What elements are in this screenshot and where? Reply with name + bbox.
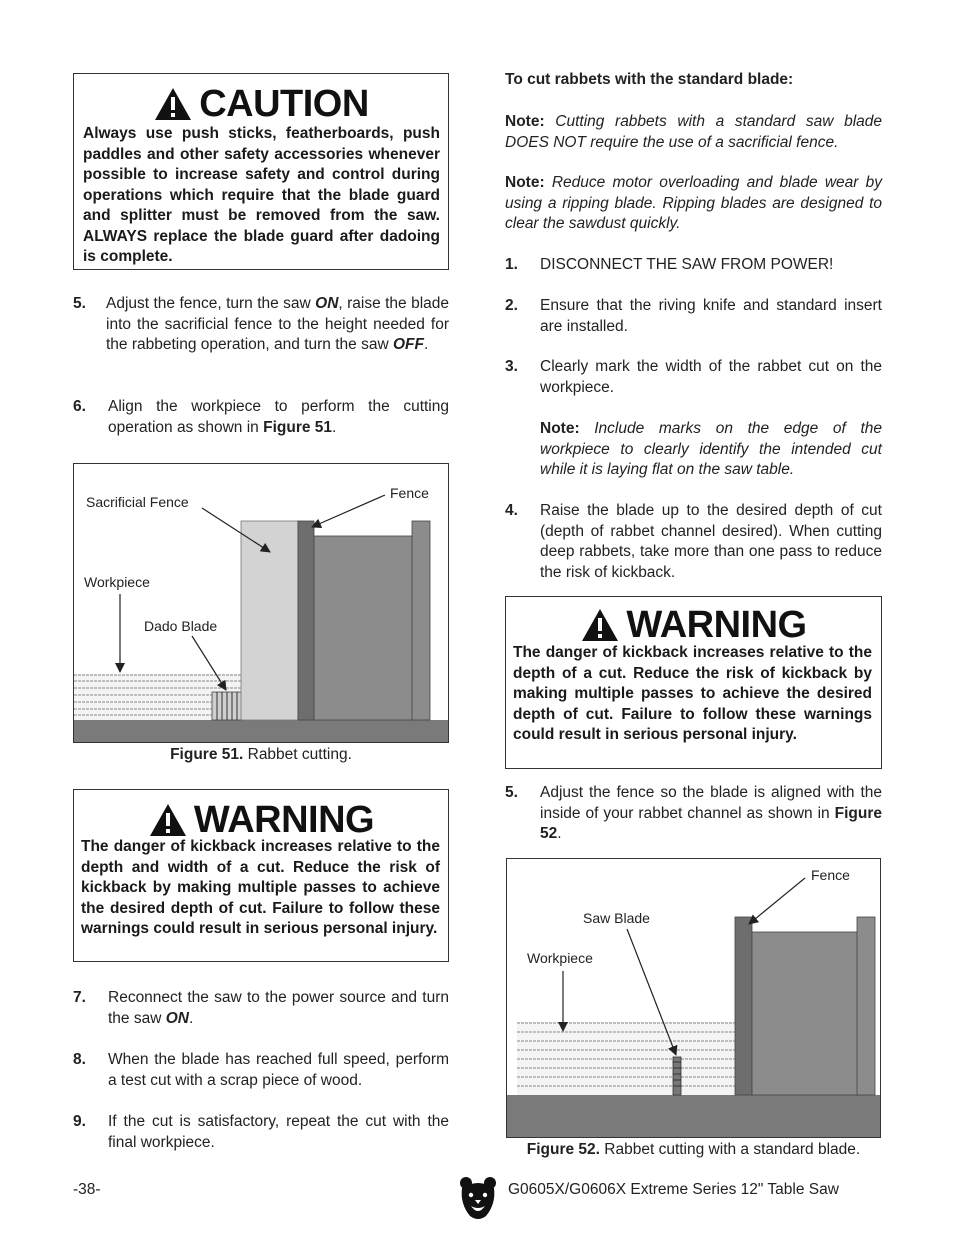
label-saw-blade: Saw Blade [583,910,650,926]
label-dado-blade: Dado Blade [144,618,218,634]
step-number: 4. [505,502,518,519]
warning-text: The danger of kickback increases relative to the depth of a cut. Reduce the risk of kickback by making multiple passes to achieve the desired depth of cut. Failure to follow these warnings could result in serious personal injury. [513,644,872,743]
warning-box-right [505,596,882,769]
caution-text: Always use push sticks, featherboards, push paddles and other safety accessories whenever possible to increase safety and control during operations which require that the blade guard and splitter must be removed from the saw. ALWAYS replace the blade guard after dadoing is complete. [83,125,440,265]
step-number: 7. [73,989,86,1006]
caution-box [73,73,449,270]
step-8-left [73,1050,449,1092]
figure-51-caption: Figure 51. Rabbet cutting. [170,746,352,763]
step-text: Ensure that the riving knife and standard insert are installed. [540,297,882,335]
step-text: Reconnect the saw to the power source and turn the saw ON. [108,989,449,1027]
step-2-right [505,296,882,338]
label-workpiece: Workpiece [84,574,150,590]
step-9-left [73,1112,449,1154]
warning-header [74,798,448,842]
right-heading: To cut rabbets with the standard blade: [505,71,794,88]
step-text: Align the workpiece to perform the cutting operation as shown in Figure 51. [108,398,449,436]
warning-triangle-icon [580,607,620,643]
bear-head-icon [458,1176,498,1222]
step-1-right [505,255,882,277]
figure-51-drawing [74,464,448,742]
step-text: If the cut is satisfactory, repeat the cut with the final workpiece. [108,1113,449,1151]
figure-52 [506,858,881,1138]
step-number: 5. [73,295,86,312]
caution-signal-word: CAUTION [199,83,369,125]
caution-header [74,82,448,126]
label-fence: Fence [390,485,429,501]
warning-text: The danger of kickback increases relative to the depth and width of a cut. Reduce the risk of kickback by making multiple passes to achieve the desired depth of cut. Failure to follow these warnings could result in serious personal injury. [81,838,440,937]
step-number: 6. [73,398,86,415]
figure-51 [73,463,449,743]
step-number: 2. [505,297,518,314]
warning-header [506,603,881,647]
step-text: Adjust the fence so the blade is aligned with the inside of your rabbet channel as shown in Figure 52. [540,784,882,842]
warning-signal-word: WARNING [193,799,375,841]
page-number: -38- [73,1181,101,1198]
step-number: 5. [505,784,518,801]
figure-52-drawing [507,859,880,1137]
step-number: 9. [73,1113,86,1130]
step-5-left [73,294,449,378]
note-3: Note: Include marks on the edge of the workpiece to clearly identify the intended cut while it is laying flat on the saw table. [540,420,882,478]
label-fence: Fence [811,867,850,883]
step-text: DISCONNECT THE SAW FROM POWER! [540,256,834,273]
step-text: Adjust the fence, turn the saw ON, raise the blade into the sacrificial fence to the height needed for the rabbeting operation, and turn the saw OFF. [106,295,449,353]
step-number: 3. [505,358,518,375]
step-6-left [73,397,449,439]
figure-52-caption: Figure 52. Rabbet cutting with a standard blade. [526,1141,861,1158]
label-sacrificial-fence: Sacrificial Fence [86,494,189,510]
step-text: Clearly mark the width of the rabbet cut on the workpiece. [540,358,882,396]
warning-triangle-icon [153,86,193,122]
warning-signal-word: WARNING [626,604,807,646]
step-number: 1. [505,256,518,273]
step-number: 8. [73,1051,86,1068]
note-2: Note: Reduce motor overloading and blade wear by using a ripping blade. Ripping blades are designed to clear the sawdust quickly. [505,174,882,232]
step-4-right [505,501,882,585]
step-text: Raise the blade up to the desired depth of cut (depth of rabbet channel desired). When cutting deep rabbets, take more than one pass to reduce the risk of kickback. [540,502,882,581]
label-workpiece: Workpiece [527,950,593,966]
step-7-left [73,988,449,1030]
warning-triangle-icon [148,802,188,838]
step-3-right [505,357,882,399]
step-text: When the blade has reached full speed, perform a test cut with a scrap piece of wood. [108,1051,449,1089]
note-1: Note: Cutting rabbets with a standard saw blade DOES NOT require the use of a sacrificial fence. [505,113,882,151]
footer-model-text: G0605X/G0606X Extreme Series 12" Table Saw [508,1181,839,1198]
step-5-right [505,783,882,845]
warning-box-left [73,789,449,962]
